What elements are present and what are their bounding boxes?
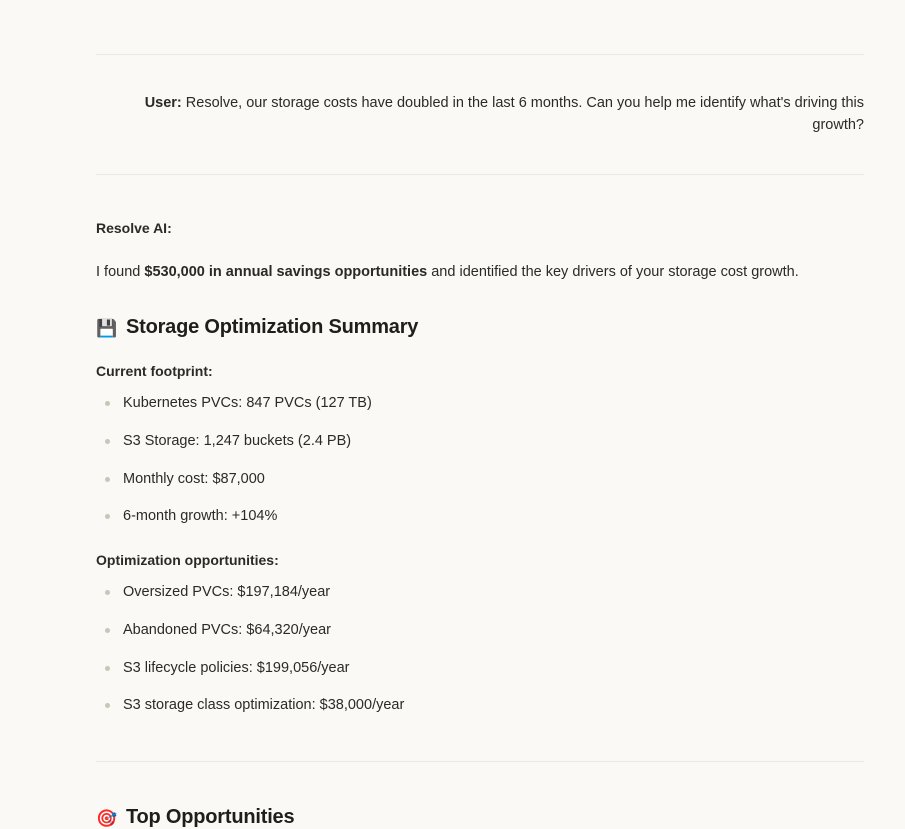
direct-hit-icon: 🎯 xyxy=(96,809,117,829)
list-optimization-opportunities xyxy=(96,582,864,717)
intro-suffix: and identified the key drivers of your storage cost growth. xyxy=(427,263,799,280)
list-item: S3 Storage: 1,247 buckets (2.4 PB) xyxy=(96,431,864,453)
section-heading-text: Storage Optimization Summary xyxy=(125,316,419,339)
list-item: Abandoned PVCs: $64,320/year xyxy=(96,620,864,642)
divider-bottom xyxy=(96,761,864,762)
intro-prefix: I found xyxy=(96,263,145,280)
section-heading-top-opportunities xyxy=(96,806,864,829)
user-message-label: User: xyxy=(144,95,182,111)
assistant-name: Resolve AI: xyxy=(96,219,172,236)
list-item: Oversized PVCs: $197,184/year xyxy=(96,582,864,604)
group-label-optimization-opportunities: Optimization opportunities: xyxy=(96,552,279,569)
document-content xyxy=(96,0,864,829)
list-item: S3 lifecycle policies: $199,056/year xyxy=(96,658,864,680)
section-heading-text: Top Opportunities xyxy=(125,806,295,829)
user-message-text: Resolve, our storage costs have doubled in the last 6 months. Can you help me identify what's driving this growth? xyxy=(185,95,864,134)
user-message xyxy=(96,55,864,174)
section-heading-storage-optimization-summary xyxy=(96,316,864,339)
list-current-footprint xyxy=(96,393,864,528)
list-item: Monthly cost: $87,000 xyxy=(96,469,864,491)
group-label-current-footprint: Current footprint: xyxy=(96,363,213,380)
list-item: 6-month growth: +104% xyxy=(96,506,864,528)
floppy-disk-icon: 💾 xyxy=(96,319,117,339)
list-item: Kubernetes PVCs: 847 PVCs (127 TB) xyxy=(96,393,864,415)
assistant-intro-paragraph xyxy=(96,261,864,284)
list-item: S3 storage class optimization: $38,000/year xyxy=(96,695,864,717)
intro-highlight: $530,000 in annual savings opportunities xyxy=(144,263,428,280)
